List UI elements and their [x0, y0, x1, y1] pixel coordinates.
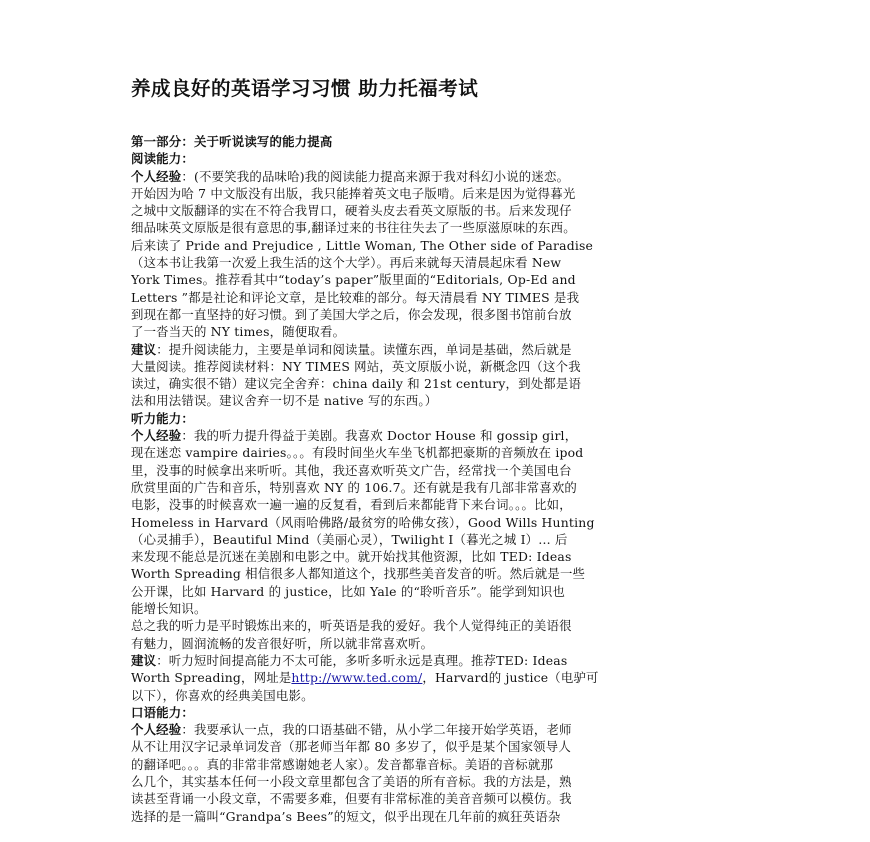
listening-exp-line: 欣赏里面的广告和音乐，特别喜欢 NY 的 106.7。还有就是我有几部非常喜欢的 [131, 479, 578, 495]
reading-sugg-line: 法和用法错误。建议舍弃一切不是 native 写的东西。） [131, 393, 438, 409]
speaking-exp-line: 选择的是一篇叫“Grandpa’s Bees”的短文，似乎出现在几年前的疯狂英语杂 [131, 808, 561, 824]
reading-heading: 阅读能力： [131, 151, 194, 167]
speaking-exp-line: 么几个，其实基本任何一小段文章里都包含了美语的所有音标。我的方法是，熟 [131, 773, 572, 789]
reading-exp-line: （这本书让我第一次爱上我生活的这个大学）。再后来就每天清晨起床看 New [131, 255, 562, 271]
speaking-exp-line: 读甚至背诵一小段文章，不需要多难，但要有非常标准的美音音频可以模仿。我 [131, 791, 572, 807]
speaking-exp-text: ：我要承认一点，我的口语基础不错，从小学二年接开始学英语，老师 [181, 722, 572, 738]
speaking-exp-line [131, 721, 743, 738]
listening-exp-text: ：我的听力提升得益于美剧。我喜欢 Doctor House 和 gossip girl， [181, 428, 578, 444]
listening-sugg-line [131, 669, 743, 686]
listening-exp-line: （心灵捕手），Beautiful Mind（美丽心灵），Twilight I（暮光之城 I）… 后 [131, 531, 568, 547]
listening-exp-line: 公开课，比如 Harvard 的 justice，比如 Yale 的“聆听音乐”。能学到知识也 [131, 583, 566, 599]
document-body [131, 133, 743, 825]
exp-label: 个人经验 [131, 428, 182, 444]
listening-exp-line [131, 427, 743, 444]
listening-sugg-line: 以下），你喜欢的经典美国电影。 [131, 687, 314, 703]
listening-exp-line: 有魅力，圆润流畅的发音很好听，所以就非常喜欢听。 [131, 635, 434, 651]
suggestion-label: 建议 [131, 652, 157, 668]
reading-sugg-line [131, 341, 743, 358]
reading-exp-line: Letters ”都是社论和评论文章，是比较难的部分。每天清晨看 NY TIMES 是我 [131, 289, 580, 305]
part-heading: 第一部分：关于听说读写的能力提高 [131, 134, 333, 149]
listening-exp-line: 现在迷恋 vampire dairies。。。有段时间坐火车坐飞机都把豪斯的音频放在 ipod [131, 445, 584, 461]
listening-exp-line: 能增长知识。 [131, 601, 207, 617]
speaking-heading: 口语能力： [131, 704, 194, 720]
listening-exp-line: Worth Spreading 相信很多人都知道这个，找那些美音发音的听。然后就是一些 [131, 566, 586, 582]
listening-sugg-text: ，Harvard的 justice（电驴可 [422, 670, 599, 686]
reading-sugg-text: ：提升阅读能力，主要是单词和阅读量。读懂东西，单词是基础，然后就是 [156, 341, 572, 357]
suggestion-label: 建议 [131, 341, 157, 357]
document-title: 养成良好的英语学习习惯 助力托福考试 [131, 77, 479, 100]
reading-exp-line: 开始因为哈 7 中文版没有出版，我只能捧着英文电子版啃。后来是因为觉得暮光 [131, 185, 576, 201]
reading-sugg-line: 读过，确实很不错）建议完全舍弃：china daily 和 21st century，到处都是语 [131, 376, 582, 392]
listening-heading: 听力能力： [131, 410, 194, 426]
reading-exp-text: ：(不要笑我的品味哈)我的阅读能力提高来源于我对科幻小说的迷恋。 [181, 168, 570, 184]
reading-exp-line: 了一沓当天的 NY times，随便取看。 [131, 324, 346, 340]
reading-exp-line: York Times。推荐看其中“today’s paper”版里面的“Editorials, Op-Ed and [131, 272, 576, 288]
listening-sugg-text: ：听力短时间提高能力不太可能，多听多听永远是真理。推荐TED: Ideas [156, 652, 568, 668]
listening-sugg-line [131, 652, 743, 669]
ted-link[interactable]: http://www.ted.com/ [291, 670, 423, 686]
listening-exp-line: 电影，没事的时候喜欢一遍一遍的反复看，看到后来都能背下来台词。。。比如， [131, 497, 572, 513]
listening-exp-line: 来发现不能总是沉迷在美剧和电影之中。就开始找其他资源，比如 TED: Ideas [131, 549, 572, 565]
listening-sugg-text: Worth Spreading，网址是 [131, 670, 292, 686]
listening-exp-line: 里，没事的时候拿出来听听。其他，我还喜欢听英文广告，经常找一个美国电台 [131, 462, 572, 478]
listening-exp-line: 总之我的听力是平时锻炼出来的，听英语是我的爱好。我个人觉得纯正的美语很 [131, 618, 572, 634]
reading-sugg-line: 大量阅读。推荐阅读材料：NY TIMES 网站，英文原版小说，新概念四（这个我 [131, 358, 581, 374]
speaking-exp-line: 的翻译吧。。。真的非常非常感谢她老人家）。发音都靠音标。美语的音标就那 [131, 756, 554, 772]
reading-exp-line [131, 168, 743, 185]
exp-label: 个人经验 [131, 722, 182, 738]
exp-label: 个人经验 [131, 168, 182, 184]
speaking-exp-line: 从不让用汉字记录单词发音（那老师当年都 80 多岁了，似乎是某个国家领导人 [131, 739, 571, 755]
reading-exp-line: 后来读了 Pride and Prejudice , Little Woman, The Other side of Paradise [131, 237, 594, 253]
reading-exp-line: 之城中文版翻译的实在不符合我胃口，硬着头皮去看英文原版的书。后来发现仔 [131, 203, 572, 219]
reading-exp-line: 到现在都一直坚持的好习惯。到了美国大学之后，你会发现，很多图书馆前台放 [131, 306, 572, 322]
reading-exp-line: 细品味英文原版是很有意思的事,翻译过来的书往往失去了一些原滋原味的东西。 [131, 220, 576, 236]
listening-exp-line: Homeless in Harvard（风雨哈佛路/最贫穷的哈佛女孩），Good Wills Hunting [131, 514, 595, 530]
